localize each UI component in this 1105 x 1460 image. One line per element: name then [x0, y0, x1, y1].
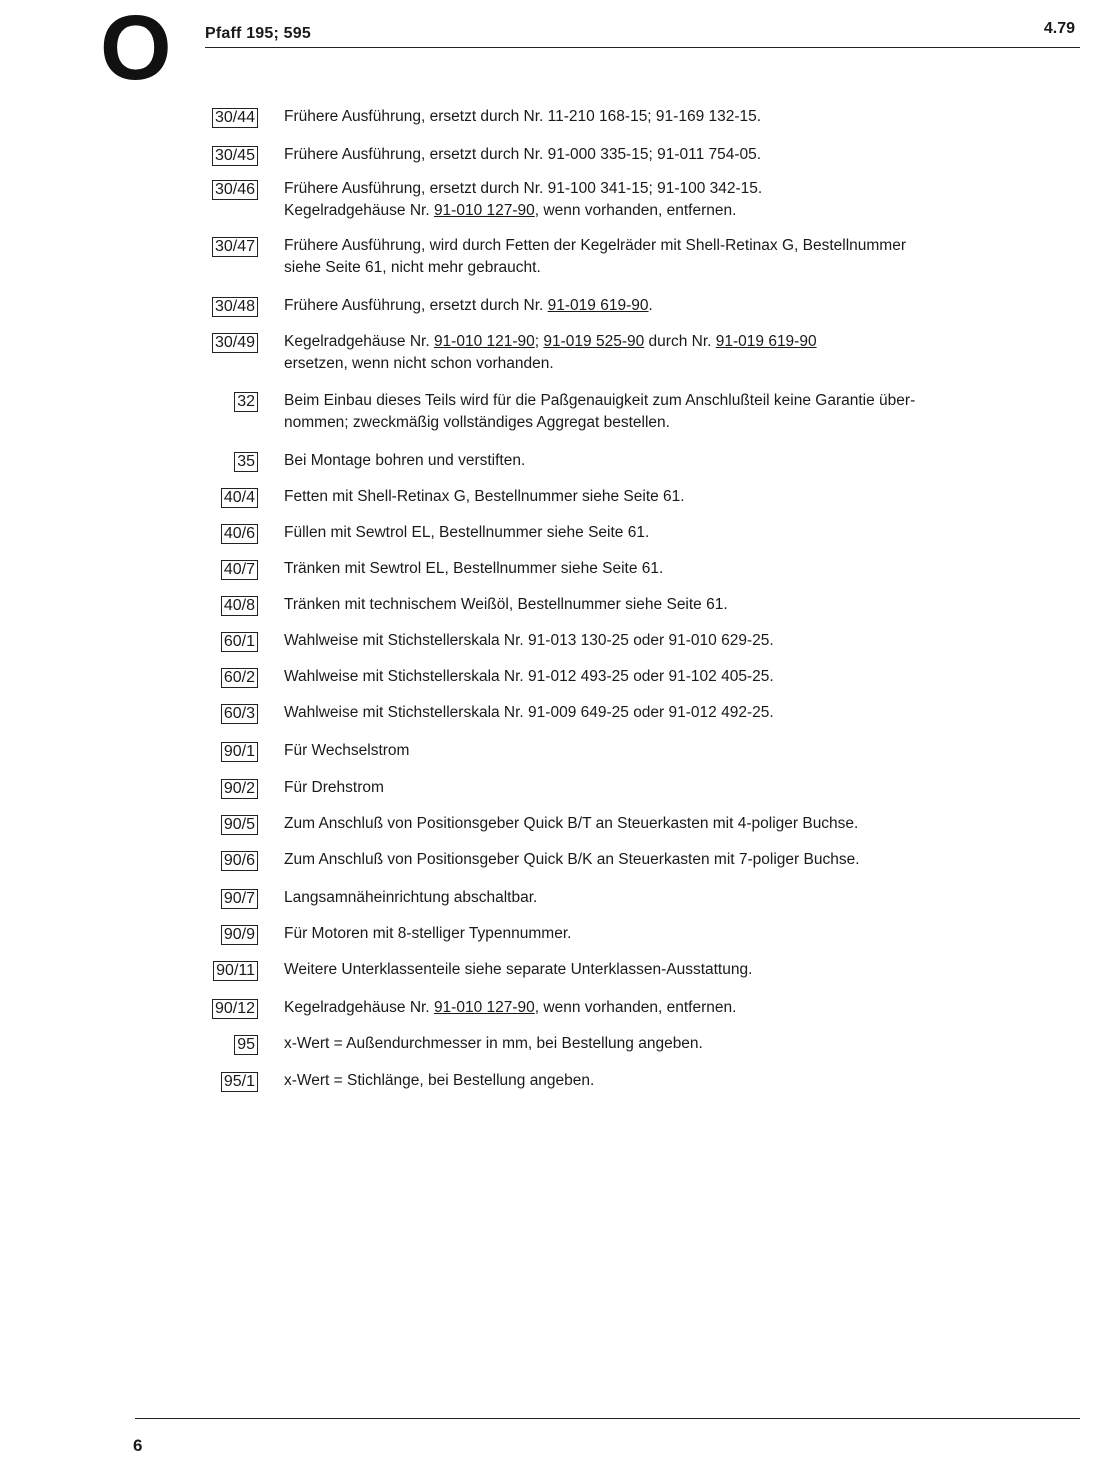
footnote-entry — [150, 702, 1050, 740]
footnote-text: Kegelradgehäuse Nr. 91-010 127-90, wenn vorhanden, entfernen. — [284, 999, 737, 1016]
footnote-text: Frühere Ausführung, ersetzt durch Nr. 91-000 335-15; 91-011 754-05. — [284, 146, 762, 163]
footnote-entry — [150, 558, 1050, 594]
footnote-code: 95/1 — [221, 1072, 258, 1092]
footnote-text: Wahlweise mit Stichstellerskala Nr. 91-009 649-25 oder 91-012 492-25. — [284, 704, 774, 721]
footnote-entry — [150, 450, 1050, 486]
part-number-reference: 91-010 127-90 — [433, 999, 535, 1016]
footnote-text: Füllen mit Sewtrol EL, Bestellnummer siehe Seite 61. — [284, 524, 650, 541]
footnote-entry — [150, 178, 1050, 235]
footnote-entry — [150, 522, 1050, 558]
footnote-entry — [150, 630, 1050, 666]
footnote-entry — [150, 144, 1050, 178]
footnote-code: 90/6 — [221, 851, 258, 871]
footnote-code: 60/3 — [221, 704, 258, 724]
footnote-entry — [150, 959, 1050, 997]
footnote-entry — [150, 777, 1050, 813]
part-number-reference: 91-010 121-90 — [433, 333, 535, 350]
page-number: 6 — [133, 1436, 143, 1455]
footnote-code: 95 — [234, 1035, 258, 1055]
part-number-reference: 91-019 525-90 — [543, 333, 645, 350]
footnote-entry — [150, 331, 1050, 390]
footnote-code: 60/2 — [221, 668, 258, 688]
footnote-text: Tränken mit technischem Weißöl, Bestellnummer siehe Seite 61. — [284, 596, 728, 613]
part-number-reference: 91-019 619-90 — [715, 333, 817, 350]
footnote-text: Zum Anschluß von Positionsgeber Quick B/T an Steuerkasten mit 4-poliger Buchse. — [284, 815, 859, 832]
footnote-entry — [150, 997, 1050, 1033]
footnote-code: 90/2 — [221, 779, 258, 799]
footnote-entry — [150, 594, 1050, 630]
footnote-code: 30/48 — [212, 297, 258, 317]
footnote-entry — [150, 235, 1050, 295]
footnote-text: Weitere Unterklassenteile siehe separate Unterklassen-Ausstattung. — [284, 961, 753, 978]
footnote-code: 90/11 — [213, 961, 258, 981]
part-number-reference: 91-019 619-90 — [547, 297, 649, 314]
footnote-text: Frühere Ausführung, ersetzt durch Nr. 91-019 619-90. — [284, 297, 653, 314]
footnote-text: Wahlweise mit Stichstellerskala Nr. 91-012 493-25 oder 91-102 405-25. — [284, 668, 774, 685]
footnote-text: Für Drehstrom — [284, 779, 384, 796]
footnote-code: 30/49 — [212, 333, 258, 353]
footnote-entry — [150, 813, 1050, 849]
footnote-code: 90/7 — [221, 889, 258, 909]
footnote-entry — [150, 390, 1050, 450]
footnote-code: 32 — [234, 392, 258, 412]
footnote-text: Fetten mit Shell-Retinax G, Bestellnummer siehe Seite 61. — [284, 488, 685, 505]
footnote-code: 90/5 — [221, 815, 258, 835]
footer-rule — [135, 1418, 1080, 1419]
footnote-text: Frühere Ausführung, ersetzt durch Nr. 91-100 341-15; 91-100 342-15. Kegelradgehäuse Nr. 91-010 127-90, wenn vorhanden, entfernen. — [284, 180, 763, 219]
footnote-code: 40/6 — [221, 524, 258, 544]
part-number-reference: 91-010 127-90 — [433, 202, 535, 219]
footnote-entry — [150, 486, 1050, 522]
footnote-list — [150, 106, 1050, 1106]
footnote-entry — [150, 849, 1050, 887]
footnote-text: Für Motoren mit 8-stelliger Typennummer. — [284, 925, 572, 942]
footnote-text: x-Wert = Stichlänge, bei Bestellung angeben. — [284, 1072, 595, 1089]
footnote-code: 30/47 — [212, 237, 258, 257]
footnote-entry — [150, 740, 1050, 777]
section-letter: O — [100, 0, 172, 99]
footnote-code: 90/1 — [221, 742, 258, 762]
document-title: Pfaff 195; 595 — [205, 25, 311, 42]
footnote-code: 40/8 — [221, 596, 258, 616]
footnote-code: 40/4 — [221, 488, 258, 508]
footnote-text: Tränken mit Sewtrol EL, Bestellnummer siehe Seite 61. — [284, 560, 664, 577]
header-rule — [205, 47, 1080, 48]
footnote-code: 30/44 — [212, 108, 258, 128]
footnote-code: 90/12 — [212, 999, 258, 1019]
footnote-code: 40/7 — [221, 560, 258, 580]
footnote-entry — [150, 1070, 1050, 1106]
footnote-code: 35 — [234, 452, 258, 472]
footnote-code: 90/9 — [221, 925, 258, 945]
footnote-entry — [150, 106, 1050, 144]
footnote-entry — [150, 666, 1050, 702]
footnote-text: Wahlweise mit Stichstellerskala Nr. 91-013 130-25 oder 91-010 629-25. — [284, 632, 774, 649]
footnote-text: Zum Anschluß von Positionsgeber Quick B/K an Steuerkasten mit 7-poliger Buchse. — [284, 851, 860, 868]
footnote-text: Beim Einbau dieses Teils wird für die Paßgenauigkeit zum Anschlußteil keine Garantie über- nommen; zweckmäßig vollständiges Aggregat bestellen. — [284, 392, 916, 431]
footnote-entry — [150, 295, 1050, 331]
footnote-entry — [150, 923, 1050, 959]
footnote-text: Frühere Ausführung, wird durch Fetten der Kegelräder mit Shell-Retinax G, Bestellnummer siehe Seite 61, nicht mehr gebraucht. — [284, 237, 907, 276]
footnote-text: x-Wert = Außendurchmesser in mm, bei Bestellung angeben. — [284, 1035, 703, 1052]
footnote-text: Bei Montage bohren und verstiften. — [284, 452, 526, 469]
footnote-code: 30/45 — [212, 146, 258, 166]
footnote-entry — [150, 887, 1050, 923]
footnote-text: Frühere Ausführung, ersetzt durch Nr. 11-210 168-15; 91-169 132-15. — [284, 108, 762, 125]
document-date: 4.79 — [1043, 20, 1075, 37]
footnote-code: 60/1 — [221, 632, 258, 652]
footnote-text: Kegelradgehäuse Nr. 91-010 121-90; 91-019 525-90 durch Nr. 91-019 619-90 ersetzen, wenn nicht schon vorhanden. — [284, 333, 817, 372]
footnote-entry — [150, 1033, 1050, 1070]
footnote-code: 30/46 — [212, 180, 258, 200]
footnote-text: Langsamnäheinrichtung abschaltbar. — [284, 889, 538, 906]
footnote-text: Für Wechselstrom — [284, 742, 410, 759]
